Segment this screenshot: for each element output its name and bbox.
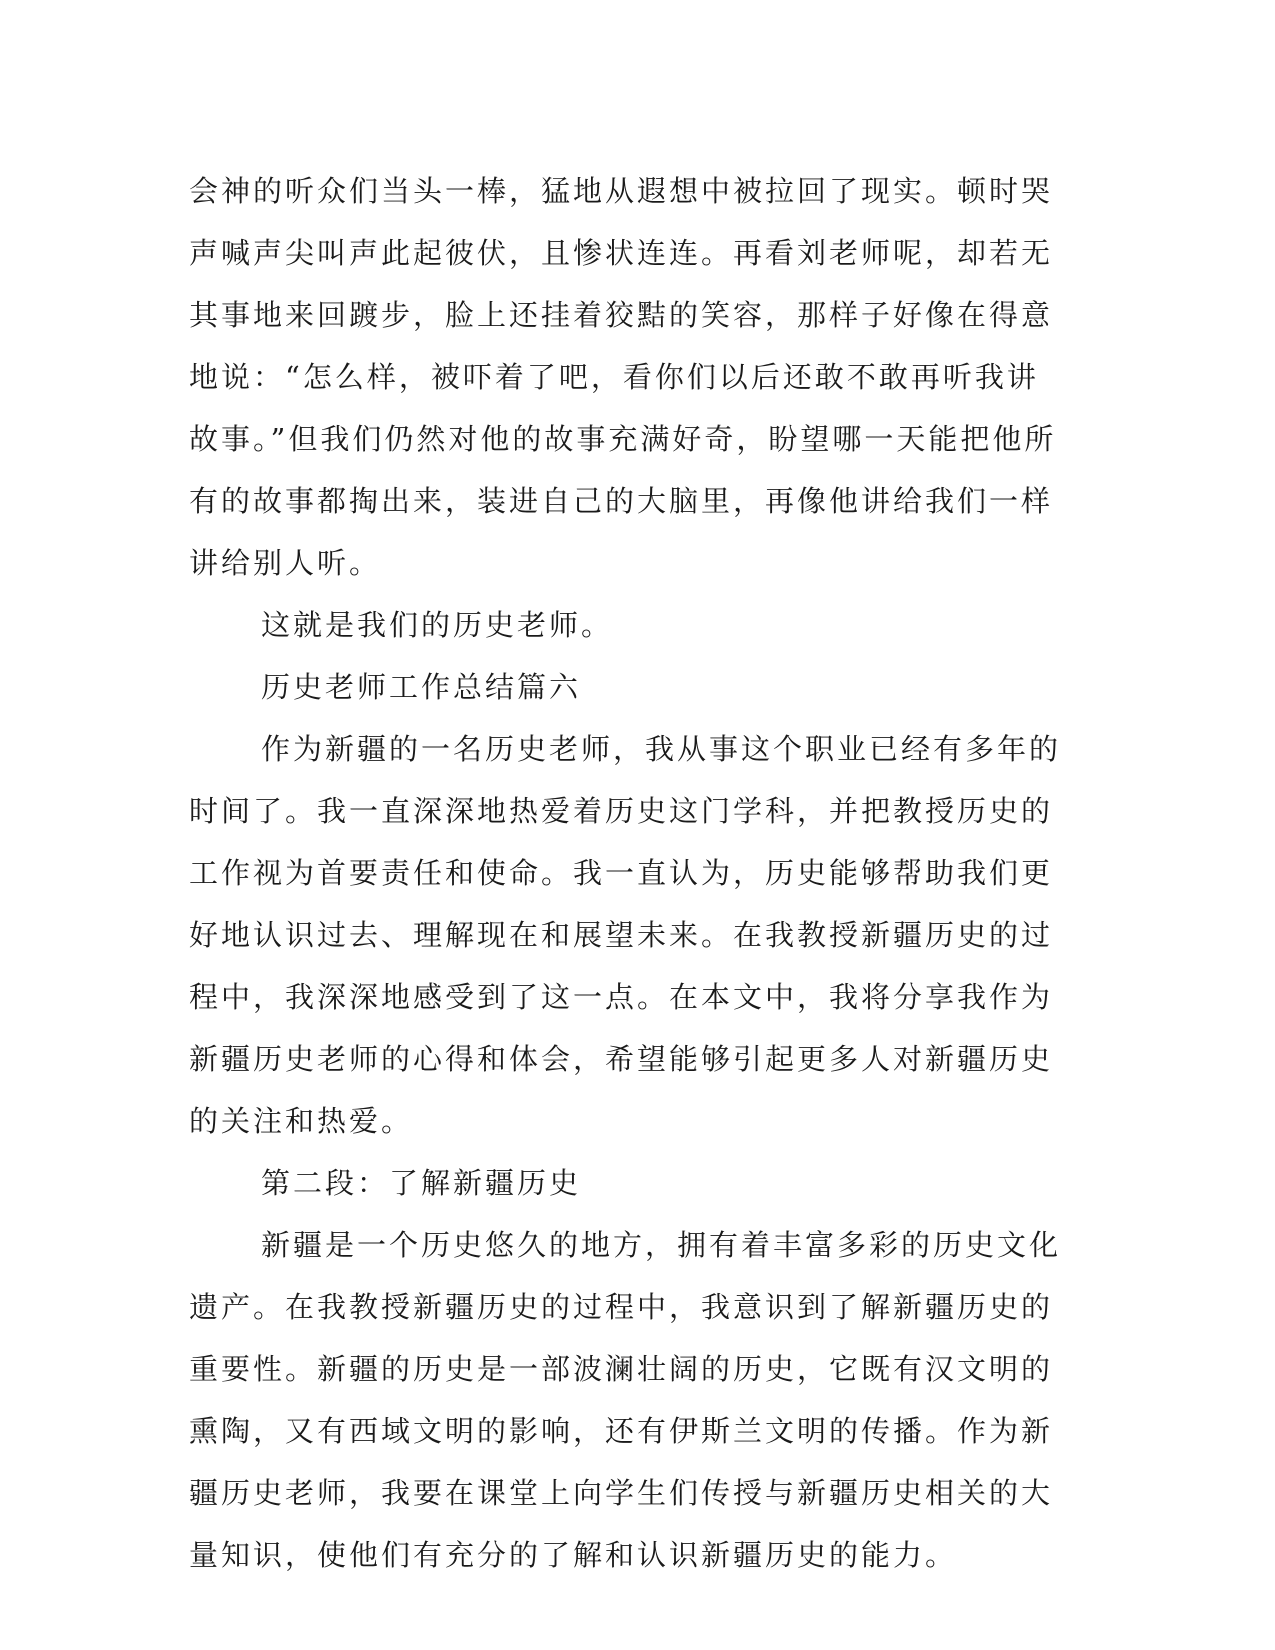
paragraph-conclusion: 这就是我们的历史老师。 — [261, 608, 614, 642]
section-heading: 历史老师工作总结篇六 — [261, 670, 582, 704]
paragraph-intro: 作为新疆的一名历史老师，我从事这个职业已经有多年的时间了。我一直深深地热爱着历史这门学科，并把教授历史的工作视为首要责任和使命。我一直认为，历史能够帮助我们更好地认识过去、理解现在和展望未来。在我教授新疆历史的过程中，我深深地感受到了这一点。在本文中，我将分享我作为新疆历史老师的心得和体会，希望能够引起更多人对新疆历史的关注和热爱。 — [189, 732, 1062, 1138]
document-body — [189, 160, 1069, 1586]
paragraph-xinjiang-history: 新疆是一个历史悠久的地方，拥有着丰富多彩的历史文化遗产。在我教授新疆历史的过程中，我意识到了解新疆历史的重要性。新疆的历史是一部波澜壮阔的历史，它既有汉文明的熏陶，又有西域文明的影响，还有伊斯兰文明的传播。作为新疆历史老师，我要在课堂上向学生们传授与新疆历史相关的大量知识，使他们有充分的了解和认识新疆历史的能力。 — [189, 1228, 1062, 1572]
subsection-heading: 第二段：了解新疆历史 — [261, 1166, 582, 1200]
paragraph-continuation: 会神的听众们当头一棒，猛地从遐想中被拉回了现实。顿时哭声喊声尖叫声此起彼伏，且惨状连连。再看刘老师呢，却若无其事地来回踱步，脸上还挂着狡黠的笑容，那样子好像在得意地说：“怎么样，被吓着了吧，看你们以后还敢不敢再听我讲故事。”但我们仍然对他的故事充满好奇，盼望哪一天能把他所有的故事都掏出来，装进自己的大脑里，再像他讲给我们一样讲给别人听。 — [189, 174, 1057, 580]
